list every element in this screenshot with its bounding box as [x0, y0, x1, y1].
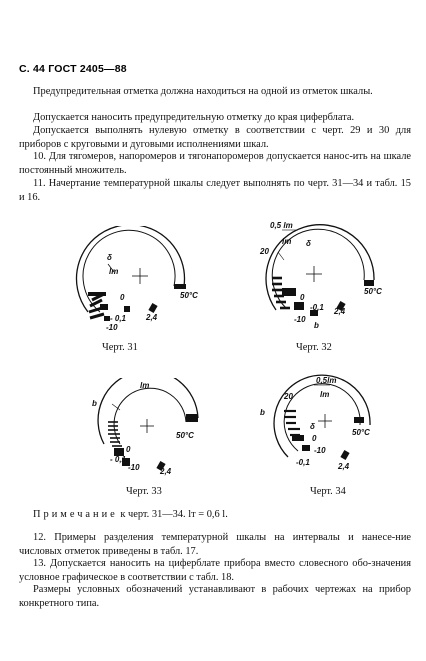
fig33-label-lt: lт	[140, 381, 150, 390]
paragraph-item-12: 12. Примеры разделения температурной шкалы на интервалы и нанесе-ние числовых отметок приведены в табл. 17.	[19, 532, 411, 557]
fig33-label-minus-01: - 0,1	[110, 455, 127, 464]
fig34-label-b: b	[260, 408, 265, 417]
fig34-label-delta: δ	[310, 422, 315, 431]
paragraph-item-11: 11. Начертание температурной шкалы следует выполнять по черт. 31—34 и табл. 15 и 16.	[19, 178, 411, 203]
figure-33	[86, 378, 206, 476]
paragraph-item-10: 10. Для тягомеров, напоромеров и тягонапоромеров допускается нанос-ить на шкале постоянный множитель.	[19, 151, 411, 176]
fig31-label-50c: 50°C	[180, 291, 198, 300]
paragraph-zero-mark: Допускается выполнять нулевую отметку в соответствии с черт. 29 и 30 для приборов с круговыми и дуговыми исполнениями шкал.	[19, 125, 411, 150]
fig32-label-24: 2,4	[334, 307, 346, 316]
figure-34	[254, 373, 386, 477]
fig31-label-zero: 0	[120, 293, 125, 302]
caption-fig-32: Черт. 32	[296, 342, 332, 353]
fig33-label-24: 2,4	[160, 467, 172, 476]
note-text: к черт. 31—34. lт = 0,6 l.	[120, 509, 228, 520]
fig34-label-minus-10: -10	[314, 446, 326, 455]
fig33-label-50c: 50°C	[176, 431, 194, 440]
fig32-label-b: b	[314, 321, 319, 330]
fig33-label-zero: 0	[126, 445, 131, 454]
paragraph-sizes: Размеры условных обозначений устанавливают в рабочих чертежах на прибор конкретного типа.	[19, 584, 411, 609]
fig33-label-minus-10: -10	[128, 463, 140, 472]
fig31-label-minus-10: -10	[106, 323, 118, 332]
fig31-label-minus-01: - 0,1	[110, 314, 127, 323]
caption-fig-33: Черт. 33	[126, 486, 162, 497]
fig34-label-24: 2,4	[338, 462, 350, 471]
fig32-label-20: 20	[260, 247, 269, 256]
paragraph-warning-edge: Допускается наносить предупредительную отметку до края циферблата.	[33, 112, 355, 123]
figure-32	[254, 218, 386, 340]
fig33-label-b: b	[92, 399, 97, 408]
note-word: Примечание	[33, 509, 118, 520]
fig34-label-20: 20	[284, 392, 293, 401]
page-header: С. 44 ГОСТ 2405—88	[19, 63, 127, 75]
fig34-label-50c: 50°C	[352, 428, 370, 437]
fig32-label-minus-10: -10	[294, 315, 306, 324]
fig32-label-50c: 50°C	[364, 287, 382, 296]
fig31-label-lt: lт	[109, 267, 119, 276]
fig32-label-minus-01: -0,1	[310, 303, 324, 312]
fig34-label-zero: 0	[312, 434, 317, 443]
fig31-label-delta: δ	[107, 253, 112, 262]
fig32-label-lt: lт	[282, 237, 292, 246]
fig32-label-zero: 0	[300, 293, 305, 302]
fig34-label-lt: lт	[320, 390, 330, 399]
paragraph-warning-mark: Предупредительная отметка должна находиться на одной из отметок шкалы.	[33, 86, 373, 97]
figure-31	[62, 226, 212, 338]
fig34-label-minus-01: -0,1	[296, 458, 310, 467]
figure-note	[19, 509, 411, 520]
fig32-label-half-lt: 0,5 lт	[270, 221, 293, 230]
paragraph-item-13: 13. Допускается наносить на циферблате прибора вместо словесного обо-значения условное графическое в соответствии с табл. 18.	[19, 558, 411, 583]
caption-fig-34: Черт. 34	[310, 486, 346, 497]
fig34-label-half-lt: 0,5lт	[316, 376, 337, 385]
caption-fig-31: Черт. 31	[102, 342, 138, 353]
fig32-label-delta: δ	[306, 239, 311, 248]
fig31-label-24: 2,4	[146, 313, 158, 322]
